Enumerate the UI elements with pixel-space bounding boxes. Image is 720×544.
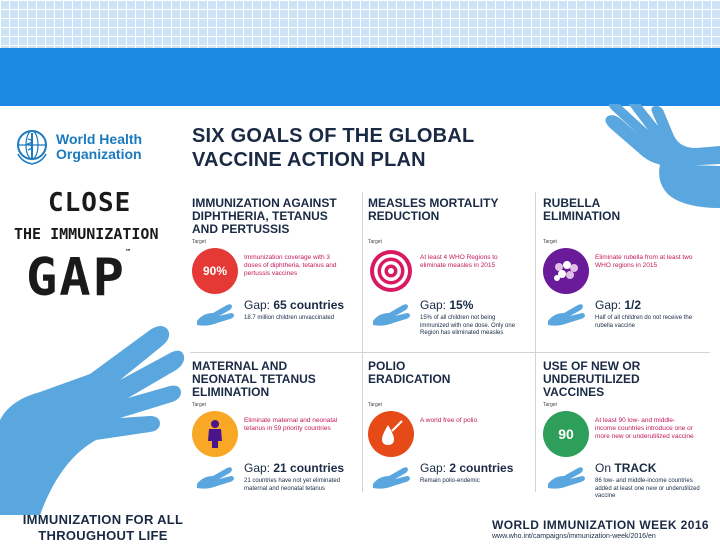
close-title: CLOSE [48,188,132,218]
world-immunization-week-label: WORLD IMMUNIZATION WEEK 2016 [492,518,709,532]
slogan-line1: IMMUNIZATION FOR ALL [22,512,184,527]
goal-card-rubella [543,197,700,330]
row-divider [190,352,710,353]
target-text: Eliminate maternal and neonatal tetanus in 59 priority countries [244,417,338,432]
gap-value: Gap: 65 countries [244,298,345,312]
who-logo [14,128,142,166]
gap-title [26,248,132,308]
hand-icon [543,461,589,493]
header-grid-pattern [0,0,720,48]
gap-description: 21 countries have not yet eliminated maternal and neonatal tetanus [244,478,341,492]
gap-description: 15% of all children not being immunized with one dose. Only one Region has eliminated measles [420,315,516,336]
slogan-line2: THROUGHOUT LIFE [38,528,168,543]
hand-icon [192,461,238,493]
hand-icon [543,298,589,330]
goal-title: POLIO ERADICATION [368,359,451,386]
gap-title-text: GAP [26,248,126,308]
virus-cluster-icon [543,248,589,294]
goal-card-measles [368,197,525,338]
immunization-title: THE IMMUNIZATION [14,225,159,243]
target-label: Target [368,239,382,245]
target-rings-icon [368,248,414,294]
who-name-line1: World Health [56,131,143,147]
gap-trademark: ™ [125,248,133,256]
target-text: At least 4 WHO Regions to eliminate measles in 2015 [420,254,498,269]
gap-value: Gap: 1/2 [595,298,642,312]
gap-value: Gap: 21 countries [244,461,345,475]
goal-card-dtp [192,197,349,330]
gap-description: 86 low- and middle-income countries added at least one new or underutilized vaccine [595,478,700,499]
target-label: Target [192,239,206,245]
left-hand-illustration [0,300,185,515]
target-label: Target [368,402,382,408]
column-divider [362,192,363,492]
gap-description: 18.7 million children unvaccinated [244,315,335,321]
mother-figure-icon [192,411,238,457]
target-text: At least 90 low- and middle-income countries introduce one or more new or underutilized vaccine [595,417,694,440]
title-line2: VACCINE ACTION PLAN [192,149,426,171]
goal-title: IMMUNIZATION AGAINST DIPHTHERIA, TETANUS AND PERTUSSIS [192,196,337,236]
hand-icon [368,461,414,493]
target-label: Target [192,402,206,408]
gap-description: Remain polio-endemic [420,478,480,484]
goal-card-new-vaccines [543,360,700,501]
infographic-title [192,124,474,172]
target-label: Target [543,239,557,245]
goal-card-polio [368,360,525,493]
bottom-left-slogan [18,512,188,544]
target-label: Target [543,402,557,408]
gap-value: Gap: 15% [420,298,474,312]
header-blue-band [0,48,720,106]
campaign-url: www.who.int/campaigns/immunization-week/2016/en [492,533,656,540]
goal-title: MEASLES MORTALITY REDUCTION [368,196,499,223]
vaccine-drop-icon [368,411,414,457]
percent-90-icon: 90% [192,248,238,294]
goal-title: RUBELLA ELIMINATION [543,196,621,223]
gap-description: Half of all children do not receive the rubella vaccine [595,315,693,329]
title-line1: SIX GOALS OF THE GLOBAL [192,125,475,147]
number-90-icon: 90 [543,411,589,457]
goal-card-mnt [192,360,349,493]
column-divider [535,192,536,492]
goal-title: MATERNAL AND NEONATAL TETANUS ELIMINATION [192,359,316,399]
gap-value: On TRACK [595,461,657,475]
target-text: Eliminate rubella from at least two WHO regions in 2015 [595,254,693,269]
goal-title: USE OF NEW OR UNDERUTILIZED VACCINES [543,359,641,399]
who-emblem-icon [14,128,50,166]
gap-value: Gap: 2 countries [420,461,514,475]
who-name-line2: Organization [56,146,142,162]
target-text: A world free of polio [420,417,478,424]
hand-icon [192,298,238,330]
hand-icon [368,298,414,330]
target-text: Immunization coverage with 3 doses of diphtheria, tetanus and pertussis vaccines [244,254,337,277]
